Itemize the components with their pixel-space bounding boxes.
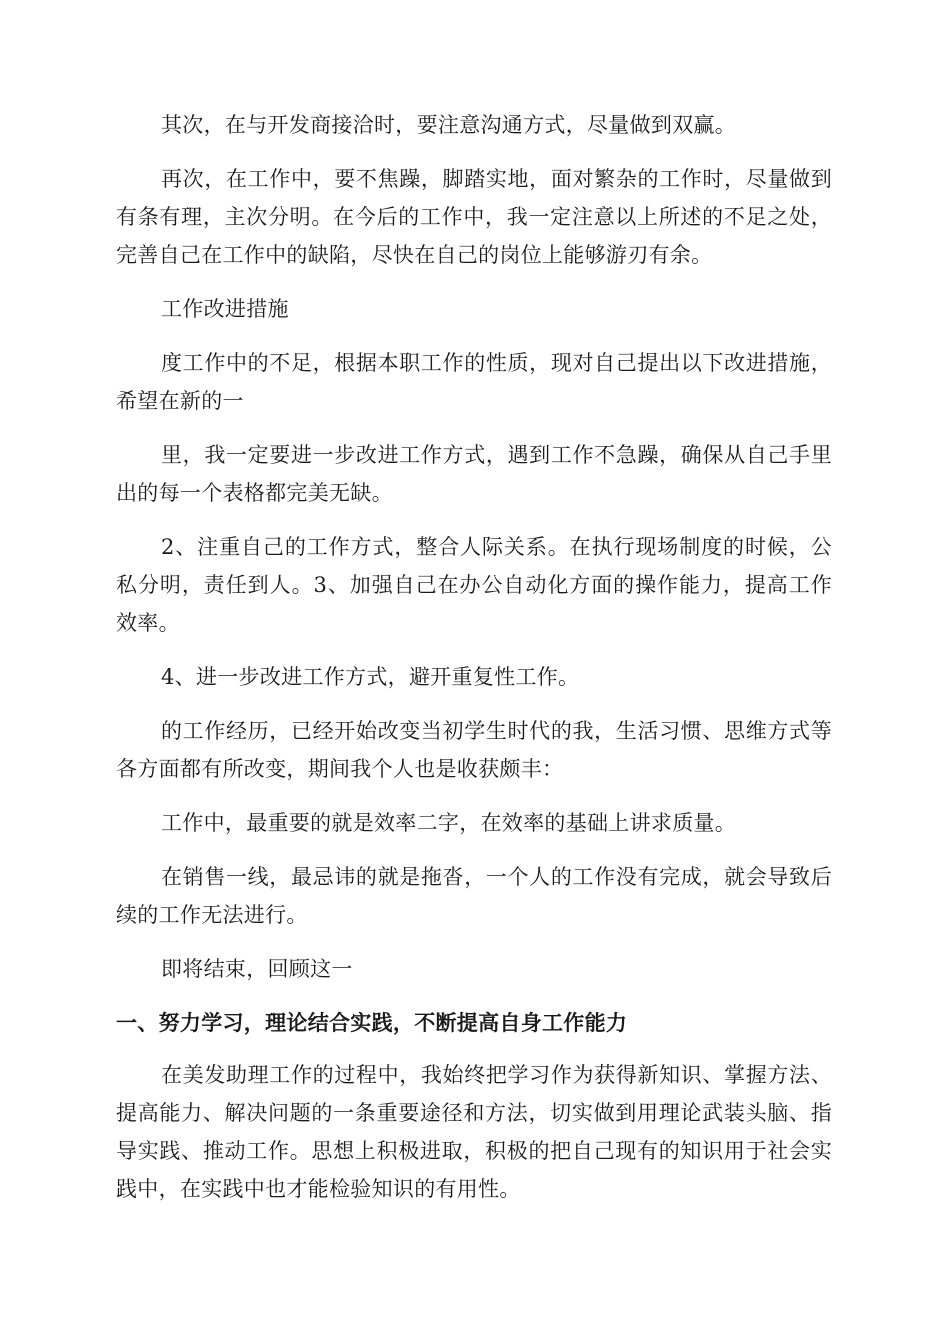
section-paragraph: 在美发助理工作的过程中，我始终把学习作为获得新知识、掌握方法、提高能力、解决问题的一条重要途径和方法，切实做到用理论武装头脑、指导实践、推动工作。思想上积极进取，积极的把自己现有的知识用于社会实践中，在实践中也才能检验知识的有用性。 [116,1063,832,1201]
document-page [116,106,832,1224]
paragraph-7: 4、进一步改进工作方式，避开重复性工作。 [161,665,580,689]
paragraph-9: 工作中，最重要的就是效率二字，在效率的基础上讲求质量。 [161,811,737,835]
paragraph-11: 即将结束，回顾这一 [161,957,353,981]
section-heading: 一、努力学习，理论结合实践，不断提高自身工作能力 [116,1011,628,1035]
paragraph-3: 工作改进措施 [161,297,289,321]
paragraph-8: 的工作经历，已经开始改变当初学生时代的我，生活习惯、思维方式等各方面都有所改变，期间我个人也是收获颇丰： [116,719,832,781]
paragraph-2: 再次，在工作中，要不焦躁，脚踏实地，面对繁杂的工作时，尽量做到有条有理，主次分明。在今后的工作中，我一定注意以上所述的不足之处，完善自己在工作中的缺陷，尽快在自己的岗位上能够游刃有余。 [116,167,832,267]
paragraph-1: 其次，在与开发商接洽时，要注意沟通方式，尽量做到双赢。 [161,113,737,137]
paragraph-6: 2、注重自己的工作方式，整合人际关系。在执行现场制度的时候，公私分明，责任到人。3、加强自己在办公自动化方面的操作能力，提高工作效率。 [116,535,832,635]
paragraph-10: 在销售一线，最忌讳的就是拖沓，一个人的工作没有完成，就会导致后续的工作无法进行。 [116,865,832,927]
paragraph-5: 里，我一定要进一步改进工作方式，遇到工作不急躁，确保从自己手里出的每一个表格都完美无缺。 [116,443,832,505]
paragraph-4: 度工作中的不足，根据本职工作的性质，现对自己提出以下改进措施，希望在新的一 [116,351,832,413]
